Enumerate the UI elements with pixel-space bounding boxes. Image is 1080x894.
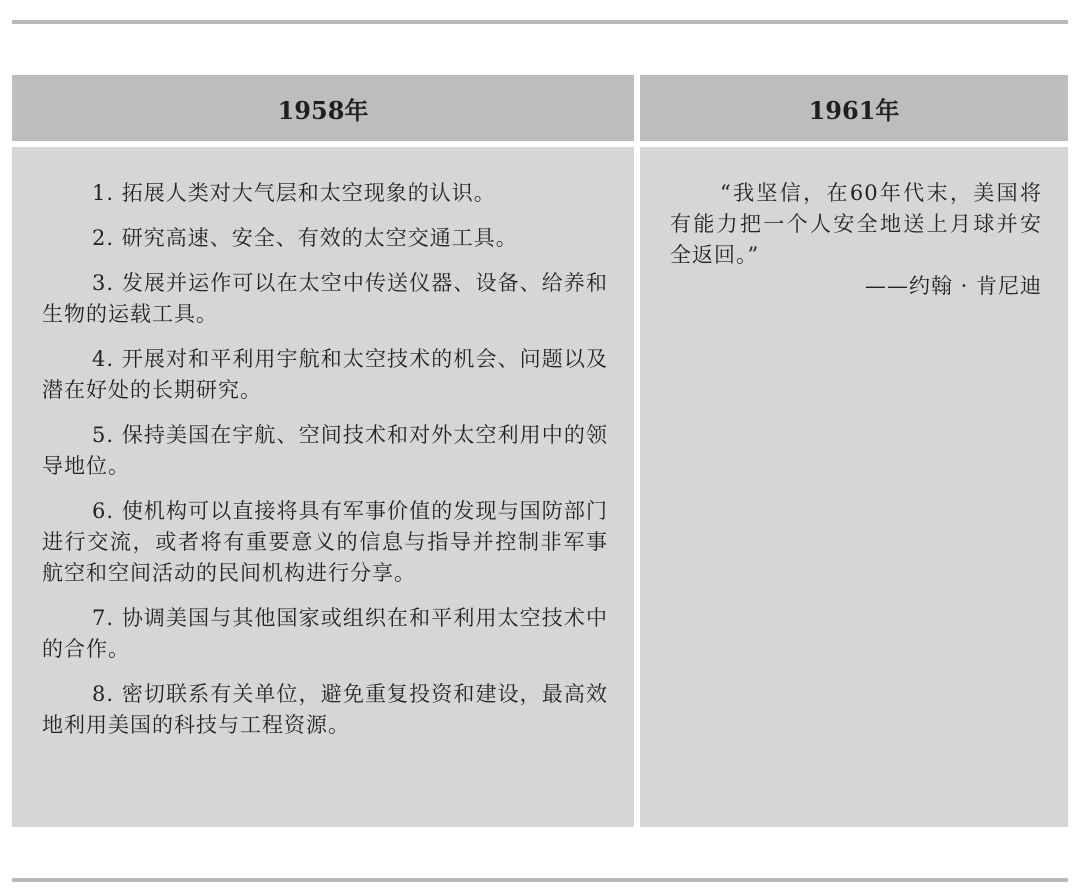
goal-item-7: 7. 协调美国与其他国家或组织在和平利用太空技术中的合作。 bbox=[42, 606, 608, 661]
comparison-table bbox=[12, 75, 1068, 827]
header-1961: 1961年 bbox=[640, 75, 1068, 141]
quote-author: ——约翰 · 肯尼迪 bbox=[864, 274, 1042, 298]
goal-item-8: 8. 密切联系有关单位，避免重复投资和建设，最高效地利用美国的科技与工程资源。 bbox=[42, 682, 608, 737]
header-1958: 1958年 bbox=[12, 75, 634, 141]
goal-item-4: 4. 开展对和平利用宇航和太空技术的机会、问题以及潜在好处的长期研究。 bbox=[42, 347, 608, 402]
goal-item-5: 5. 保持美国在宇航、空间技术和对外太空利用中的领导地位。 bbox=[42, 423, 608, 478]
goals-list bbox=[42, 178, 608, 755]
bottom-rule bbox=[12, 878, 1068, 882]
goal-item-1: 1. 拓展人类对大气层和太空现象的认识。 bbox=[92, 181, 496, 205]
goal-item-6: 6. 使机构可以直接将具有军事价值的发现与国防部门进行交流，或者将有重要意义的信息与指导并控制非军事航空和空间活动的民间机构进行分享。 bbox=[42, 499, 608, 585]
kennedy-quote bbox=[670, 178, 1042, 302]
quote-text: “我坚信，在60年代末，美国将有能力把一个人安全地送上月球并安全返回。” bbox=[670, 181, 1042, 267]
goal-item-3: 3. 发展并运作可以在太空中传送仪器、设备、给养和生物的运载工具。 bbox=[42, 271, 608, 326]
goal-item-2: 2. 研究高速、安全、有效的太空交通工具。 bbox=[92, 226, 518, 250]
top-rule bbox=[12, 20, 1068, 24]
